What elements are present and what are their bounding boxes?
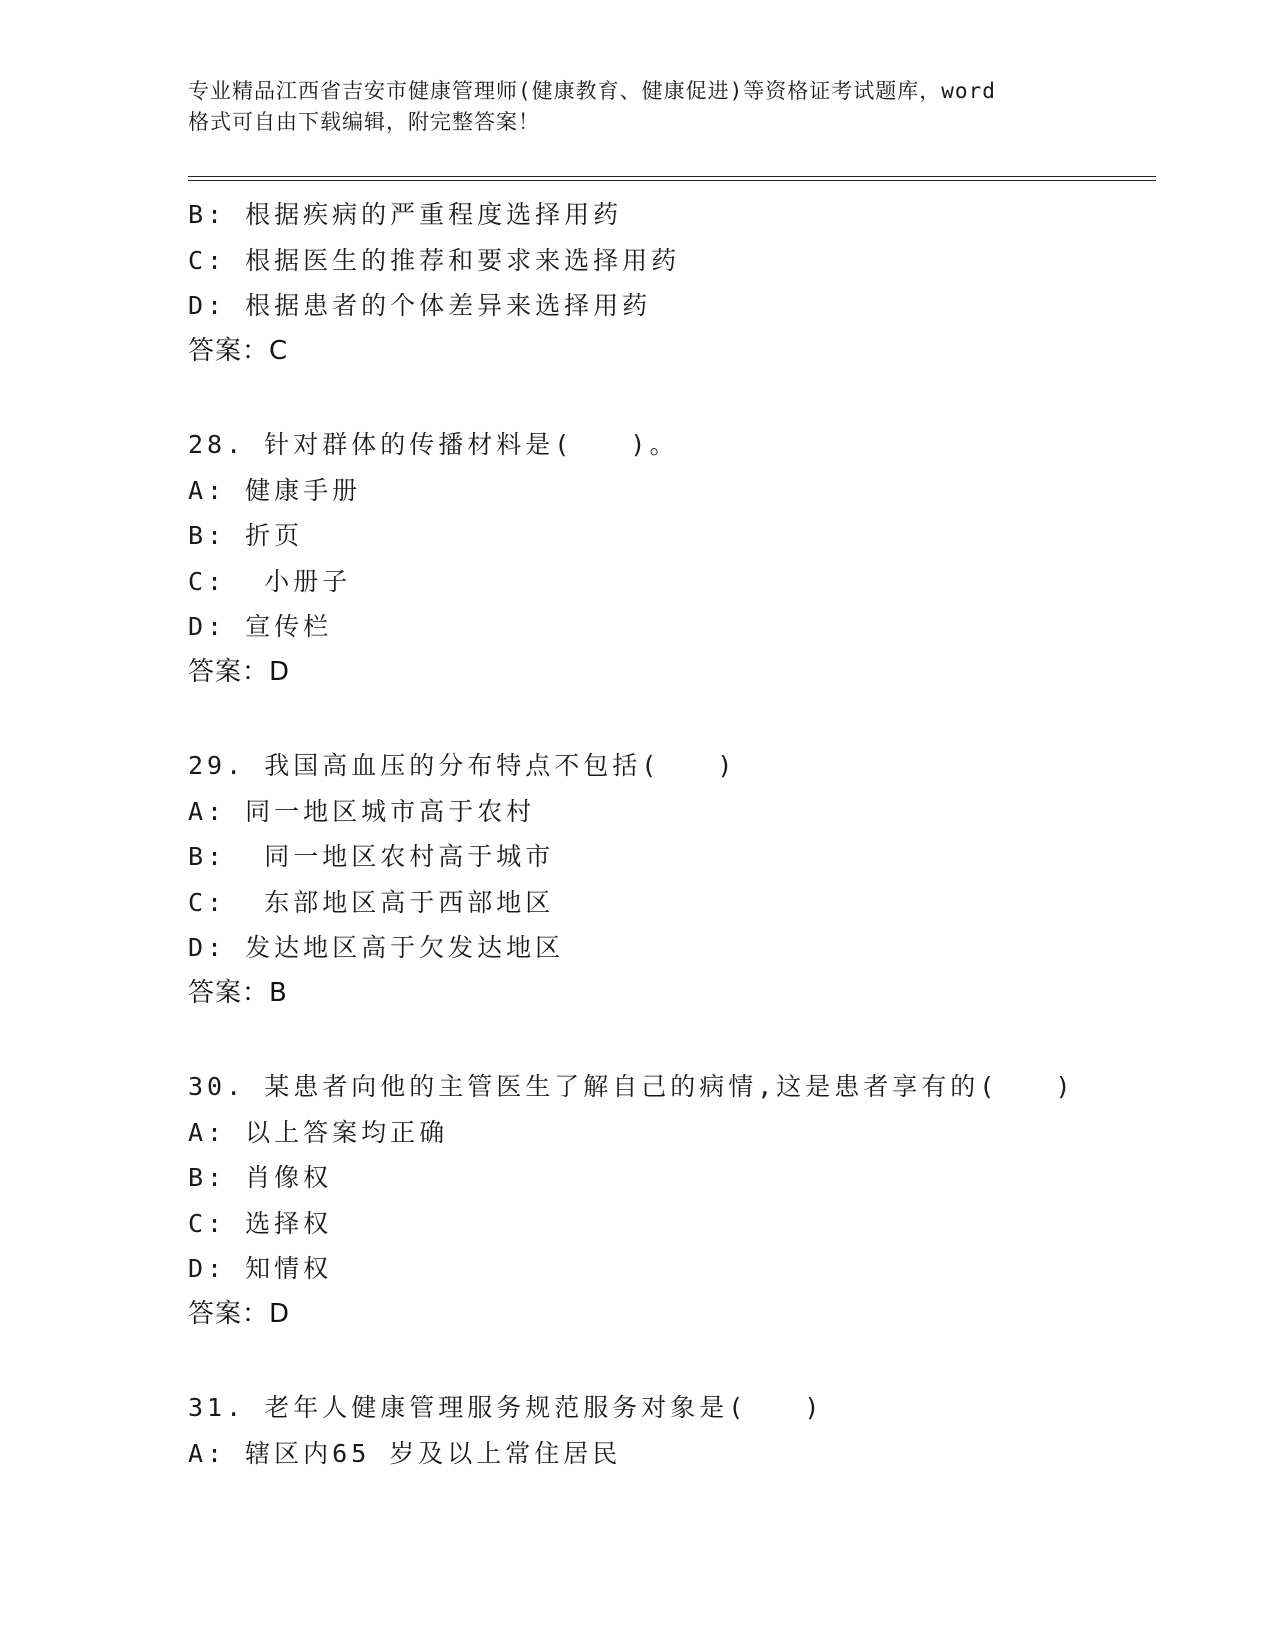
- option-b: B: 折页: [188, 521, 304, 550]
- option-b: B: 肖像权: [188, 1163, 333, 1192]
- document-header: [188, 76, 1108, 138]
- answer-line: 答案：B: [188, 977, 288, 1008]
- spacer: [188, 1337, 1156, 1385]
- answer-line: 答案：D: [188, 656, 291, 687]
- question-stem: 29. 我国高血压的分布特点不包括( ): [188, 751, 737, 780]
- question-block-30: [188, 1064, 1156, 1337]
- option-c: C: 选择权: [188, 1208, 333, 1238]
- question-block-31: [188, 1385, 1156, 1476]
- option-d: D: 根据患者的个体差异来选择用药: [188, 291, 652, 320]
- header-line-1: 专业精品江西省吉安市健康管理师(健康教育、健康促进)等资格证考试题库，word: [188, 79, 996, 103]
- header-line-2: 格式可自由下载编辑，附完整答案！: [188, 110, 540, 134]
- option-a: A: 健康手册: [188, 475, 362, 505]
- question-block-28: [188, 422, 1156, 695]
- option-b: B: 同一地区农村高于城市: [188, 842, 555, 871]
- option-c: C: 小册子: [188, 566, 352, 596]
- spacer: [188, 1016, 1156, 1064]
- option-c: C: 根据医生的推荐和要求来选择用药: [188, 245, 681, 275]
- question-stem: 28. 针对群体的传播材料是( )。: [188, 430, 679, 459]
- header-divider: [188, 176, 1156, 181]
- option-c: C: 东部地区高于西部地区: [188, 887, 555, 917]
- answer-line: 答案：C: [188, 335, 289, 366]
- question-stem: 31. 老年人健康管理服务规范服务对象是( ): [188, 1393, 824, 1422]
- option-d: D: 发达地区高于欠发达地区: [188, 933, 565, 962]
- spacer: [188, 374, 1156, 422]
- option-a: A: 同一地区城市高于农村: [188, 796, 536, 826]
- question-block-partial: [188, 192, 1156, 374]
- option-d: D: 宣传栏: [188, 612, 333, 641]
- question-stem: 30. 某患者向他的主管医生了解自己的病情,这是患者享有的( ): [188, 1072, 1075, 1101]
- spacer: [188, 695, 1156, 743]
- option-a: A: 以上答案均正确: [188, 1117, 449, 1147]
- question-list: [188, 192, 1156, 1476]
- option-a: A: 辖区内65 岁及以上常住居民: [188, 1438, 622, 1468]
- answer-line: 答案：D: [188, 1298, 291, 1329]
- option-d: D: 知情权: [188, 1254, 333, 1283]
- option-b: B: 根据疾病的严重程度选择用药: [188, 200, 623, 229]
- question-block-29: [188, 743, 1156, 1016]
